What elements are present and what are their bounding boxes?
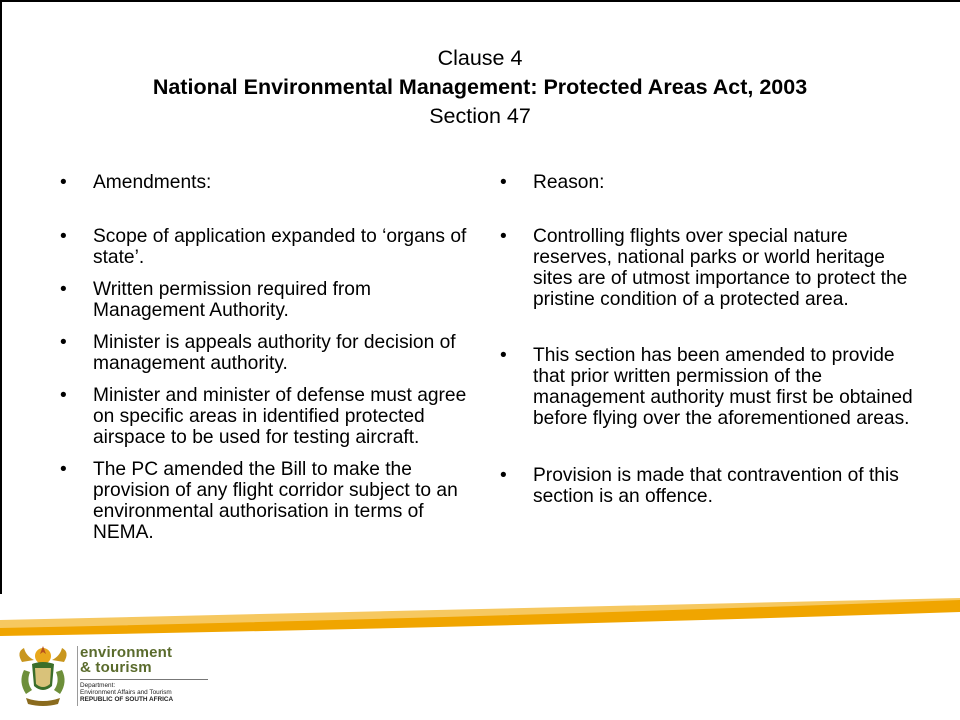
logo-dept-label: Department: xyxy=(80,682,116,689)
reason-list xyxy=(500,172,920,507)
logo-dept-name: Environment Affairs and Tourism xyxy=(80,689,172,696)
slide-border-top xyxy=(0,0,960,2)
title-clause: Clause 4 xyxy=(437,46,523,70)
footer-swoosh xyxy=(0,590,960,640)
list-item: • The PC amended the Bill to make the provision of any flight corridor subject to an environmental authorisation in terms of NEMA. xyxy=(60,459,470,543)
list-item: • Scope of application expanded to ‘organs of state’. xyxy=(60,226,470,268)
list-item: • Written permission required from Management Authority. xyxy=(60,279,470,321)
list-item: • Provision is made that contravention of this section is an offence. xyxy=(500,465,920,507)
logo-rule xyxy=(80,679,208,680)
amendments-heading: • Amendments: xyxy=(60,172,470,193)
list-item: • Minister and minister of defense must agree on specific areas in identified protected airspace to be used for testing aircraft. xyxy=(60,385,470,448)
reason-column xyxy=(500,172,920,507)
coat-of-arms-icon xyxy=(12,642,74,708)
title-act-name: National Environmental Management: Protected Areas Act, 2003 xyxy=(152,75,808,99)
logo-word-tourism: & tourism xyxy=(80,659,152,676)
list-item: • This section has been amended to provide that prior written permission of the management authority must first be obtained before flying over the aforementioned areas. xyxy=(500,345,920,429)
logo-word-environment: environment xyxy=(80,644,173,661)
amendments-column xyxy=(60,172,470,543)
logo-country: REPUBLIC OF SOUTH AFRICA xyxy=(80,696,174,703)
list-item: • Minister is appeals authority for decision of management authority. xyxy=(60,332,470,374)
title-section: Section 47 xyxy=(429,104,531,128)
amendments-list xyxy=(60,172,470,543)
department-logo xyxy=(12,642,212,710)
reason-heading: • Reason: xyxy=(500,172,920,193)
slide-border-left xyxy=(0,0,2,594)
slide-title xyxy=(40,44,920,131)
logo-divider xyxy=(77,646,78,706)
list-item: • Controlling flights over special nature reserves, national parks or world heritage sites are of utmost importance to protect the pristine condition of a protected area. xyxy=(500,226,920,310)
